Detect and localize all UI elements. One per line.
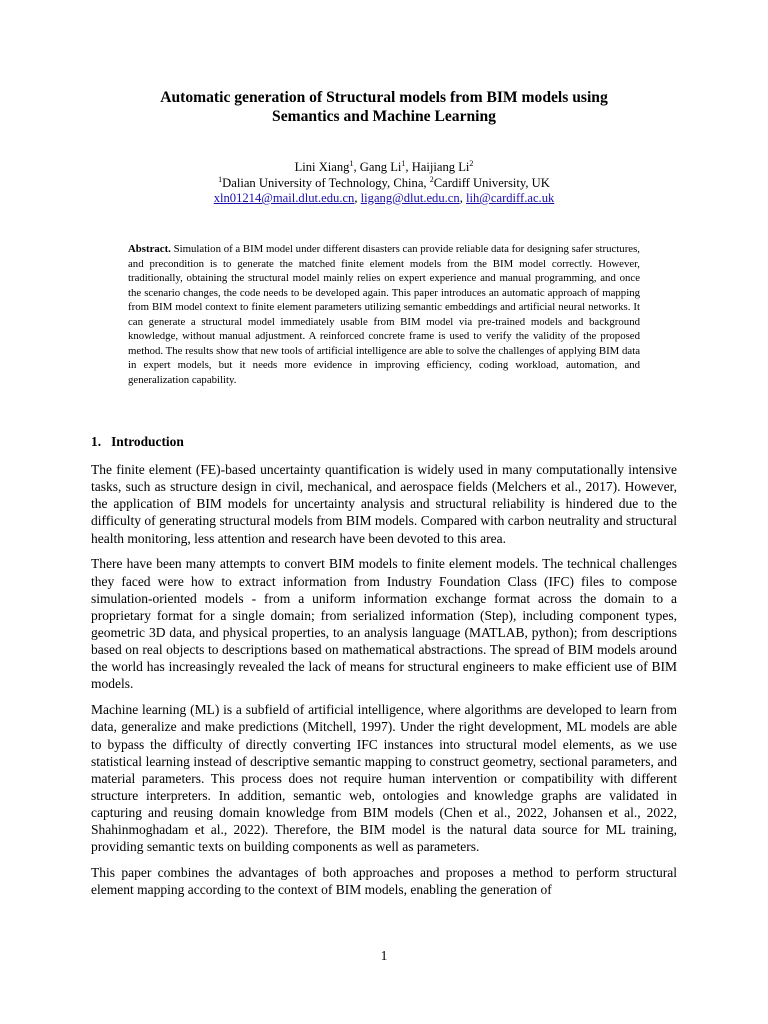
author-sup: 2 bbox=[469, 158, 474, 168]
affiliation-text: Cardiff University, UK bbox=[433, 175, 550, 190]
affiliation-sup: 2 bbox=[429, 174, 434, 184]
section-body bbox=[91, 461, 677, 907]
author-name: Lini Xiang bbox=[294, 160, 350, 174]
author-block bbox=[90, 160, 678, 207]
section-heading bbox=[91, 433, 691, 450]
abstract-label: Abstract. bbox=[128, 243, 171, 255]
abstract bbox=[128, 242, 640, 387]
author-names bbox=[90, 160, 678, 176]
body-paragraph: The finite element (FE)-based uncertainty quantification is widely used in many computationally intensive tasks, such as structure design in civil, mechanical, and aerospace fields (Melchers et al., 2017). However, the application of BIM models for uncertainty analysis and structural reliability is hindered due to the difficulty of generating structural models from BIM models. Compared with carbon neutrality and structural health monitoring, less attention and research have been devoted to this area. bbox=[91, 462, 677, 546]
author-separator: , bbox=[353, 160, 360, 174]
author-sup: 1 bbox=[349, 158, 354, 168]
author-separator: , bbox=[405, 160, 412, 174]
title-line-1: Automatic generation of Structural models from BIM models using bbox=[160, 89, 608, 106]
body-paragraph: Machine learning (ML) is a subfield of artificial intelligence, where algorithms are developed to learn from data, generalize and make predictions (Mitchell, 1997). Under the right development, ML models are able to bypass the difficulty of directly converting IFC instances into structural model elements, as we use statistical learning instead of descriptive semantic mapping to construct geometry, sectional parameters, and material parameters. This process does not require human intervention or compatibility with different structure interpreters. In addition, semantic web, ontologies and knowledge graphs are validated in capturing and reusing domain knowledge from BIM models (Chen et al., 2022, Johansen et al., 2022, Shahinmoghadam et al., 2022). Therefore, the BIM model is the natural data source for ML training, providing semantic texts on building components as well as parameters. bbox=[91, 702, 677, 855]
abstract-text: Simulation of a BIM model under different disasters can provide reliable data for designing safer structures, and precondition is to generate the matched finite element models from the BIM model correctly. However, traditionally, obtaining the structural model mainly relies on expert experience and manual programming, and once the scenario changes, the code needs to be developed again. This paper introduces an automatic approach of mapping from BIM model context to finite element parameters utilizing semantic embeddings and artificial neural networks. It can generate a structural model immediately usable from BIM model via pre-trained models and background knowledge, without manual adjustment. A reinforced concrete frame is used to verify the validity of the proposed method. The results show that new tools of artificial intelligence are able to solve the challenges of applying BIM data in expert models, but it needs more evidence in improving efficiency, coding workload, automation, and generalization capability. bbox=[128, 243, 640, 386]
emails bbox=[90, 191, 678, 207]
page-number: 1 bbox=[380, 948, 388, 963]
email-separator: , bbox=[354, 191, 361, 205]
section-title: Introduction bbox=[111, 434, 184, 449]
affiliation-text: Dalian University of Technology, China, bbox=[222, 175, 430, 190]
author-sup: 1 bbox=[401, 158, 406, 168]
affiliations bbox=[90, 176, 678, 192]
email-link[interactable]: lih@cardiff.ac.uk bbox=[466, 191, 555, 205]
paper-title bbox=[90, 88, 678, 126]
body-paragraph: This paper combines the advantages of both approaches and proposes a method to perform structural element mapping according to the context of BIM models, enabling the generation of bbox=[91, 865, 677, 898]
section-number: 1. bbox=[91, 434, 102, 449]
affiliation-sup: 1 bbox=[218, 174, 223, 184]
email-link[interactable]: ligang@dlut.edu.cn bbox=[360, 191, 460, 205]
author-name: Haijiang Li bbox=[411, 160, 470, 174]
email-link[interactable]: xln01214@mail.dlut.edu.cn bbox=[213, 191, 355, 205]
title-line-2: Semantics and Machine Learning bbox=[272, 108, 496, 125]
author-name: Gang Li bbox=[359, 160, 402, 174]
body-paragraph: There have been many attempts to convert BIM models to finite element models. The technical challenges they faced were how to extract information from Industry Foundation Class (IFC) files to compose simulation-oriented models - from a uniform information exchange format across the domain to a proprietary format for a single domain; from serialized information (Step), including component types, geometric 3D data, and physical properties, to an analysis language (MATLAB, python); from descriptions based on real objects to descriptions based on mathematical abstractions. The spread of BIM models around the world has increasingly revealed the lack of means for structural engineers to make efficient use of BIM models. bbox=[91, 556, 677, 692]
email-separator: , bbox=[459, 191, 466, 205]
